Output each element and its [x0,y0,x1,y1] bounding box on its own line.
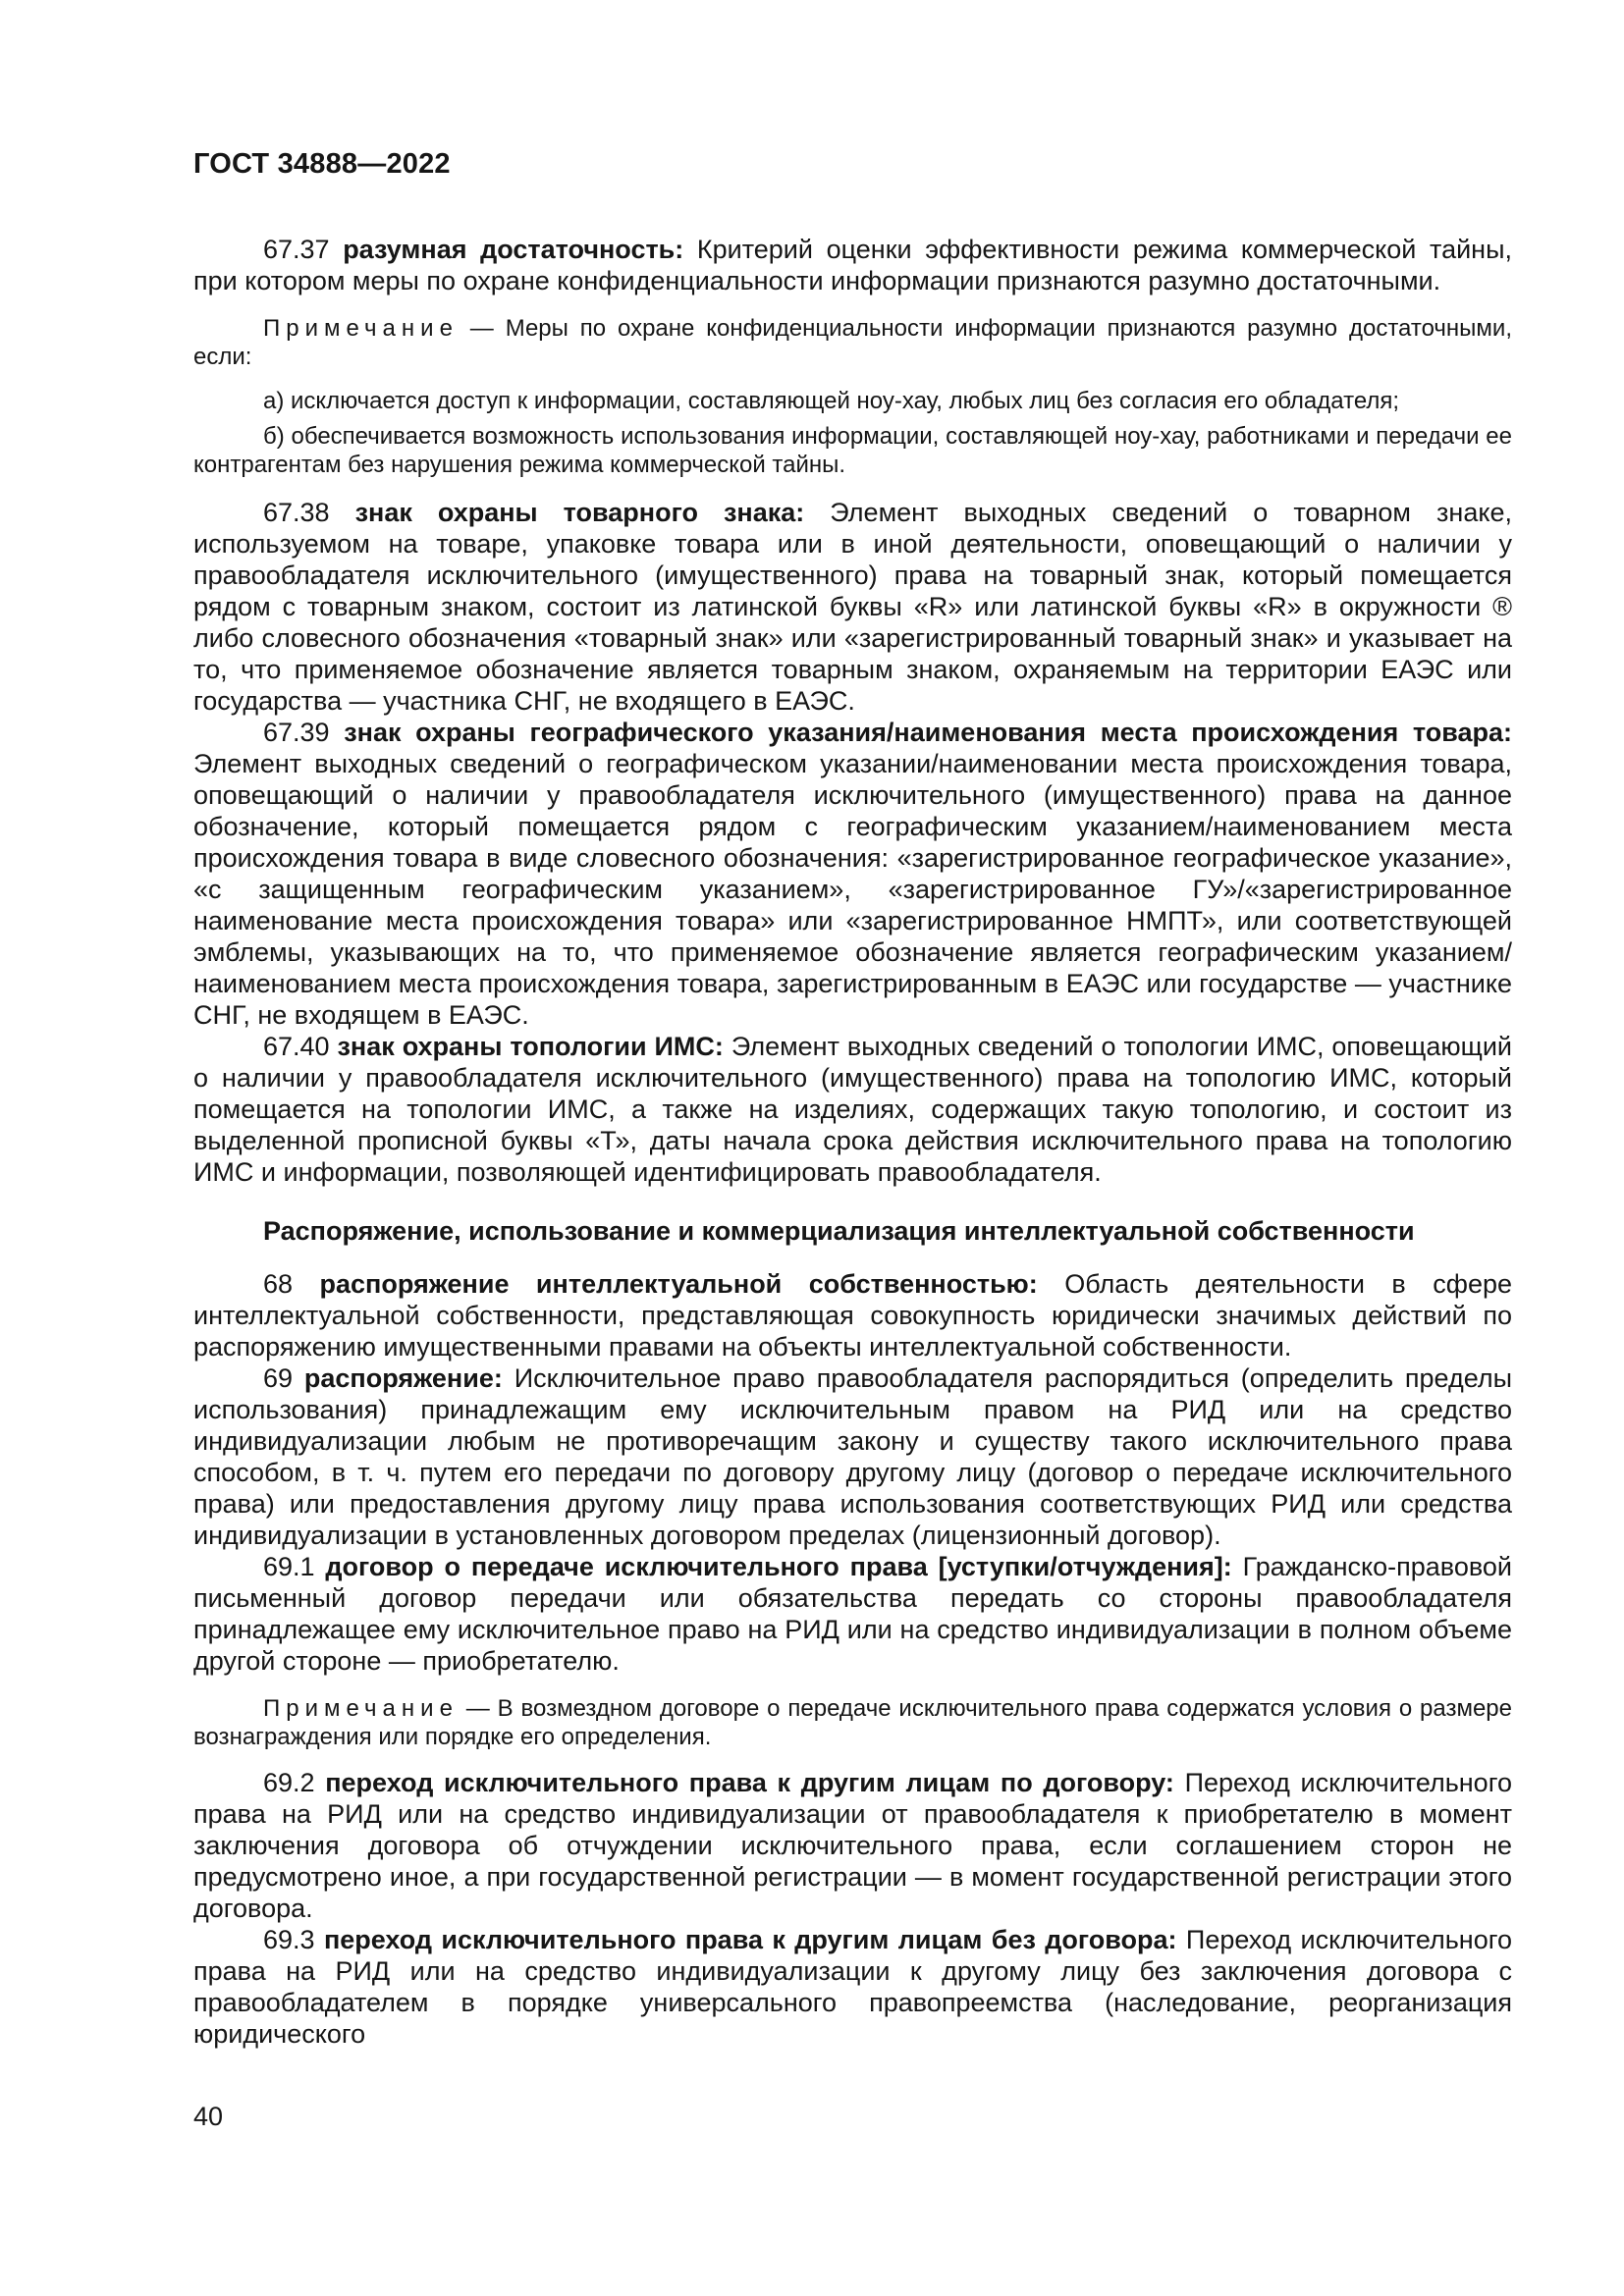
term-title: распоряжение интеллектуальной собственностью: [319,1269,1065,1299]
term-title: разумная достаточность: [343,235,697,264]
term-number: 69.1 [263,1552,326,1581]
note-label: Примечание [263,315,459,342]
term-title: знак охраны географического указания/наименования места происхождения товара: [344,718,1512,747]
term-number: 67.39 [263,718,345,747]
term-number: 67.40 [263,1032,338,1061]
page-number: 40 [193,2102,224,2131]
term-definition: Гражданско-правовой письменный договор передачи или обязательства передать со стороны правообладателя принадлежащее ему исключительное право на РИД или на средство индивидуализации в полном объеме другой стороне — приобретателю. [193,1552,1512,1676]
term-definition: Исключительное право правообладателя распорядиться (определить пределы использования) принадлежащим ему исключительным правом на РИД или на средство индивидуализации любым не противоречащим закону и существу такого исключительного права способом, в т. ч. путем его передачи по договору другому лицу (договор о передаче исключительного права) или предоставления другому лицу права использования соответствующих РИД или средства индивидуализации в установленных договором пределах (лицензионный договор). [193,1363,1512,1550]
note-list-item-a: а) исключается доступ к информации, составляющей ноу-хау, любых лиц без согласия его обладателя; [263,388,1400,414]
term-definition: Элемент выходных сведений о топологии ИМС, оповещающий о наличии у правообладателя исключительного (имущественного) права на топологию ИМС, который помещается на топологии ИМС, а также на изделиях, содержащих такую топологию, и состоит из выделенной прописной буквы «Т», даты начала срока действия исключительного права на топологию ИМС и информации, позволяющей идентифицировать правообладателя. [193,1032,1512,1187]
term-paragraph-67-37 [193,234,1512,296]
term-definition: Переход исключительного права на РИД или на средство индивидуализации от правообладателя к приобретателю в момент заключения договора об отчуждении исключительного права, если соглашением сторон не предусмотрено иное, а при государственной регистрации — в момент государственной регистрации этого договора. [193,1768,1512,1923]
term-number: 69 [263,1363,304,1393]
term-paragraph-67-39 [193,717,1512,1031]
note-label: Примечание [263,1695,459,1722]
term-definition: Элемент выходных сведений о товарном знаке, используемом на товаре, упаковке товара или в иной деятельности, оповещающий о наличии у правообладателя исключительного (имущественного) права на товарный знак, который помещается рядом с товарным знаком, состоит из латинской буквы «R» или латинской буквы «R» в окружности ® либо словесного обозначения «товарный знак» или «зарегистрированный товарный знак» и указывает на то, что применяемое обозначение является товарным знаком, охраняемым на территории ЕАЭС или государства — участника СНГ, не входящего в ЕАЭС. [193,498,1512,716]
term-paragraph-69-2 [193,1767,1512,1924]
term-paragraph-69 [193,1362,1512,1551]
note-paragraph [193,314,1512,371]
term-number: 68 [263,1269,320,1299]
term-definition: Область деятельности в сфере интеллектуальной собственности, представляющая совокупность юридически значимых действий по распоряжению имущественными правами на объекты интеллектуальной собственности. [193,1269,1512,1362]
term-number: 69.3 [263,1925,324,1954]
term-paragraph-69-1 [193,1551,1512,1677]
term-definition: Переход исключительного права на РИД или на средство индивидуализации к другому лицу без заключения договора с правообладателем в порядке универсального правопреемства (наследование, реорганизация юридического [193,1925,1512,2049]
term-paragraph-67-40 [193,1031,1512,1188]
section-subheading: Распоряжение, использование и коммерциализация интеллектуальной собственности [263,1216,1415,1246]
term-paragraph-67-38 [193,497,1512,717]
term-title: переход исключительного права к другим лицам по договору: [325,1768,1185,1797]
term-definition: Элемент выходных сведений о географическом указании/наименовании места происхождения товара, оповещающий о наличии у правообладателя исключительного (имущественного) права на данное обозначение, который помещается рядом с географическим указанием/наименованием места происхождения товара в виде словесного обозначения: «зарегистрированное географическое указание», «с защищенным географическим указанием», «зарегистрированное ГУ»/«зарегистрированное наименование места происхождения товара» или «зарегистрированное НМПТ», или соответствующей эмблемы, указывающих на то, что применяемое обозначение является географическим указанием/наименованием места происхождения товара, зарегистрированным в ЕАЭС или государстве — участнике СНГ, не входящем в ЕАЭС. [193,749,1512,1030]
term-title: знак охраны товарного знака: [354,498,831,527]
term-title: договор о передаче исключительного права [уступки/отчуждения]: [325,1552,1243,1581]
note-text: — В возмездном договоре о передаче исключительного права содержатся условия о размере вознаграждения или порядке его определения. [193,1695,1512,1750]
term-paragraph-69-3 [193,1924,1512,2050]
note-paragraph [193,1694,1512,1751]
term-title: знак охраны топологии ИМС: [337,1032,731,1061]
term-title: распоряжение: [303,1363,514,1393]
term-paragraph-68 [193,1268,1512,1362]
note-list-item-b: б) обеспечивается возможность использования информации, составляющей ноу-хау, работниками и передачи ее контрагентам без нарушения режима коммерческой тайны. [193,423,1512,478]
term-number: 67.38 [263,498,355,527]
note-text: — Меры по охране конфиденциальности информации признаются разумно достаточными, если: [193,315,1512,370]
term-definition: Критерий оценки эффективности режима коммерческой тайны, при котором меры по охране конфиденциальности информации признаются разумно достаточными. [193,235,1512,295]
term-number: 69.2 [263,1768,326,1797]
term-number: 67.37 [263,235,344,264]
document-header: ГОСТ 34888—2022 [193,148,451,180]
term-title: переход исключительного права к другим лицам без договора: [323,1925,1186,1954]
